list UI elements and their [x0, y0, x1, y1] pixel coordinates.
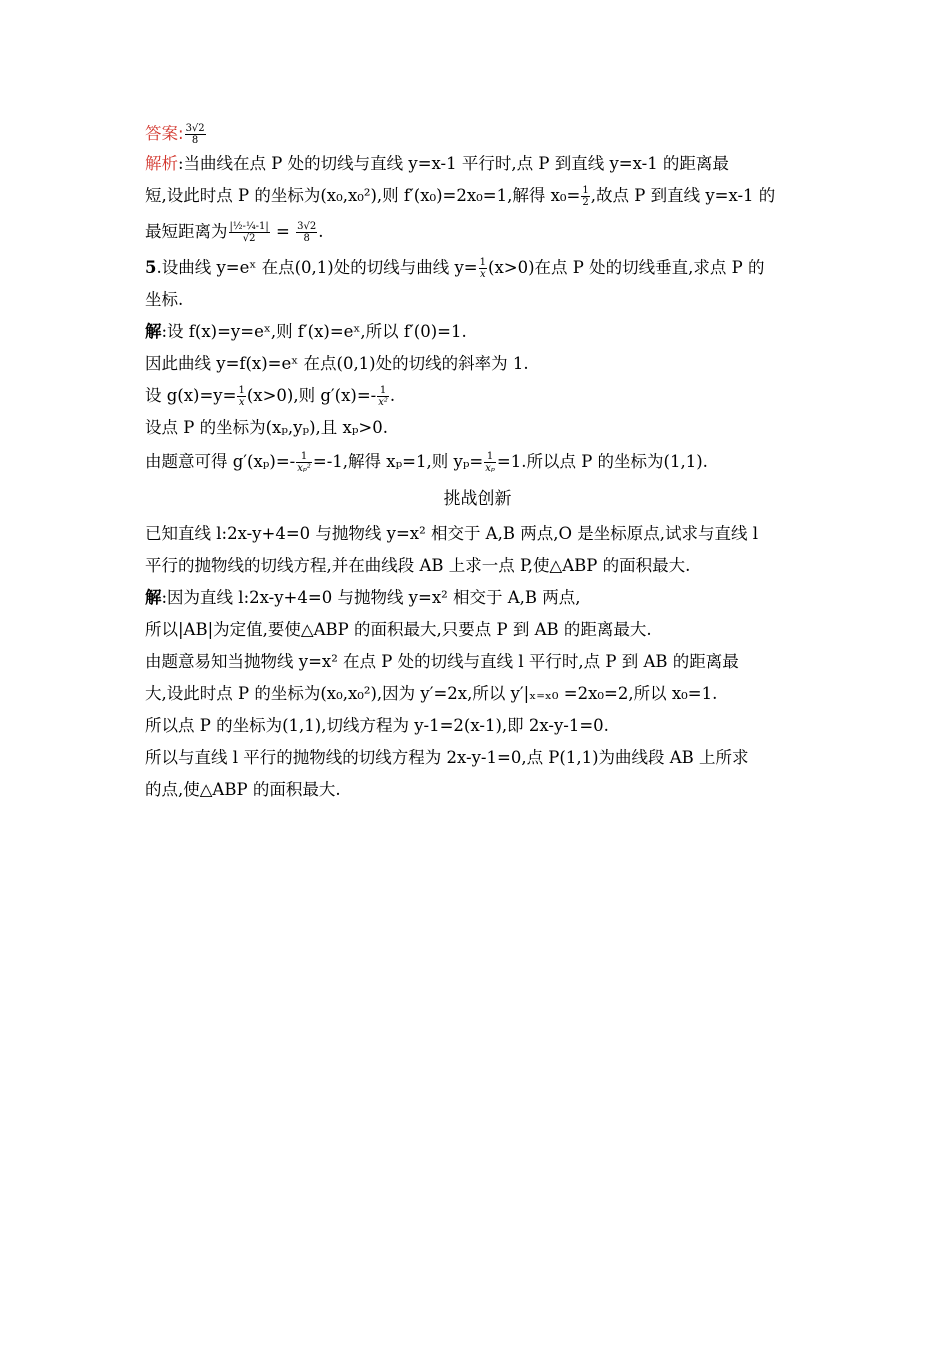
solution-6-text-1: :因为直线 l:2x-y+4=0 与抛物线 y=x² 相交于 A,B 两点,: [161, 588, 581, 607]
analysis-line-3: [145, 212, 810, 252]
solution-6-text-2: 所以|AB|为定值,要使△ABP 的面积最大,只要点 P 到 AB 的距离最大.: [145, 620, 652, 639]
solution-5-fraction-1: [237, 385, 245, 408]
question-number: 5: [145, 258, 157, 277]
solution-5-text-5b: =-1,解得 xₚ=1,则 yₚ=: [312, 452, 484, 471]
fraction-denominator: 8: [303, 233, 310, 244]
fraction-numerator: |½-¼-1|: [229, 221, 269, 232]
analysis-text-3a: 最短距离为: [145, 222, 228, 241]
solution-6-text-3: 由题意易知当抛物线 y=x² 在点 P 处的切线与直线 l 平行时,点 P 到 AB 的距离最: [145, 652, 739, 671]
solution-6-line-4: [145, 678, 810, 710]
fraction-numerator: 1: [296, 451, 312, 463]
document-page: [145, 118, 810, 806]
solution-6-line-7: [145, 774, 810, 806]
challenge-line-2: [145, 550, 810, 582]
solution-5-fraction-4: [484, 451, 496, 474]
challenge-text-1: 已知直线 l:2x-y+4=0 与抛物线 y=x² 相交于 A,B 两点,O 是坐标原点,试求与直线 l: [145, 524, 758, 543]
fraction-denominator: x: [238, 397, 245, 408]
solution-5-text-4: 设点 P 的坐标为(xₚ,yₚ),且 xₚ>0.: [145, 418, 388, 437]
solution-6-text-5: 所以点 P 的坐标为(1,1),切线方程为 y-1=2(x-1),即 2x-y-1=0.: [145, 716, 609, 735]
solution-5-line-4: [145, 412, 810, 444]
fraction-numerator: 1: [377, 385, 389, 397]
fraction-denominator: x²: [378, 397, 388, 408]
solution-5-label: 解: [145, 322, 162, 341]
solution-5-line-2: [145, 348, 810, 380]
fraction-denominator: xₚ²: [297, 463, 311, 474]
question-5-line-1: [145, 252, 810, 284]
fraction-denominator: √2: [242, 233, 256, 244]
solution-6-text-7: 的点,使△ABP 的面积最大.: [145, 780, 341, 799]
question-5-text-1b: (x>0)在点 P 处的切线垂直,求点 P 的: [488, 258, 765, 277]
challenge-heading: 挑战创新: [443, 489, 512, 509]
analysis-distance-fraction: [229, 221, 270, 244]
solution-5-text-5c: =1.所以点 P 的坐标为(1,1).: [496, 452, 708, 471]
answer-denominator: 8: [191, 135, 199, 146]
analysis-text-3b: .: [318, 222, 324, 241]
solution-5-text-1: :设 f(x)=y=eˣ,则 f′(x)=eˣ,所以 f′(0)=1.: [161, 322, 467, 341]
solution-6-text-6: 所以与直线 l 平行的抛物线的切线方程为 2x-y-1=0,点 P(1,1)为曲线段 AB 上所求: [145, 748, 749, 767]
answer-line: [145, 118, 810, 150]
solution-5-line-3: [145, 380, 810, 412]
solution-6-line-6: [145, 742, 810, 774]
solution-5-text-2: 因此曲线 y=f(x)=eˣ 在点(0,1)处的切线的斜率为 1.: [145, 354, 529, 373]
analysis-line-1: [145, 148, 810, 180]
solution-5-text-3b: (x>0),则 g′(x)=-: [246, 386, 377, 405]
fraction-denominator: x: [480, 269, 486, 280]
solution-5-text-5a: 由题意可得 g′(xₚ)=-: [145, 452, 296, 471]
solution-5-line-5: [145, 444, 810, 480]
analysis-text-2b: ,故点 P 到直线 y=x-1 的: [590, 186, 776, 205]
fraction-denominator: xₚ: [485, 463, 495, 474]
question-5-text-2: 坐标.: [145, 290, 184, 309]
analysis-fraction-half: [581, 185, 589, 208]
fraction-numerator: 1: [479, 257, 487, 268]
question-5-text-1a: .设曲线 y=eˣ 在点(0,1)处的切线与曲线 y=: [156, 258, 478, 277]
answer-colon: :: [178, 124, 184, 143]
analysis-result-fraction: [296, 221, 317, 244]
analysis-label: 解析: [145, 154, 178, 173]
fraction-numerator: 1: [582, 185, 589, 196]
fraction-numerator: 1: [484, 451, 496, 463]
question-5-line-2: [145, 284, 810, 316]
answer-label: 答案: [145, 124, 178, 143]
fraction-numerator: 1: [238, 385, 245, 396]
solution-6-label: 解: [145, 588, 162, 607]
solution-6-line-3: [145, 646, 810, 678]
challenge-text-2: 平行的抛物线的切线方程,并在曲线段 AB 上求一点 P,使△ABP 的面积最大.: [145, 556, 691, 575]
solution-5-text-3a: 设 g(x)=y=: [145, 386, 237, 405]
fraction-numerator: 3√2: [297, 221, 317, 232]
analysis-equals: =: [270, 222, 296, 241]
question-5-fraction: [479, 257, 487, 280]
solution-5-text-3c: .: [389, 386, 396, 405]
answer-numerator: 3√2: [185, 123, 205, 134]
solution-6-line-2: [145, 614, 810, 646]
solution-6-line-5: [145, 710, 810, 742]
answer-fraction: [185, 123, 206, 146]
challenge-line-1: [145, 518, 810, 550]
solution-6-line-1: [145, 582, 810, 614]
analysis-text-2a: 短,设此时点 P 的坐标为(x₀,x₀²),则 f′(x₀)=2x₀=1,解得 x₀=: [145, 186, 581, 205]
analysis-text-1: :当曲线在点 P 处的切线与直线 y=x-1 平行时,点 P 到直线 y=x-1 的距离最: [178, 154, 729, 173]
solution-5-fraction-2: [377, 385, 389, 408]
solution-6-text-4: 大,设此时点 P 的坐标为(x₀,x₀²),因为 y′=2x,所以 y′|ₓ₌ₓ₀ =2x₀=2,所以 x₀=1.: [145, 684, 718, 703]
fraction-denominator: 2: [582, 197, 589, 208]
solution-5-fraction-3: [296, 451, 312, 474]
analysis-line-2: [145, 180, 810, 212]
solution-5-line-1: [145, 316, 810, 348]
